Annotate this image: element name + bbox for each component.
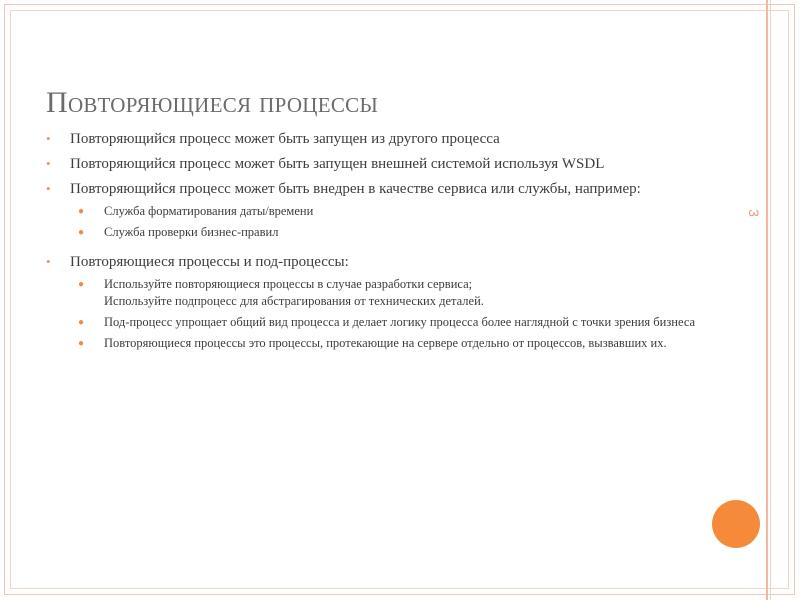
sub-bullet-item [46, 203, 736, 220]
bullet-item [46, 128, 736, 150]
sub-bullet-icon: ● [78, 317, 85, 328]
decorative-vertical-line-thin [770, 0, 771, 600]
bullet-icon: • [46, 131, 51, 146]
slide-title: Повторяющиеся процессы [46, 86, 379, 119]
decorative-vertical-line [766, 0, 768, 600]
bullet-icon: • [46, 181, 51, 196]
sub-bullet-item [46, 314, 736, 331]
sub-bullet-icon: ● [78, 279, 85, 290]
bullet-item [46, 153, 736, 175]
bullet-icon: • [46, 156, 51, 171]
sub-bullet-icon: ● [78, 338, 85, 349]
bullet-icon: • [46, 254, 51, 269]
sub-bullet-item [46, 335, 736, 352]
decorative-orange-circle [712, 500, 760, 548]
bullet-text: Повторяющиеся процессы и под-процессы: [70, 254, 349, 270]
sub-bullet-text: Служба проверки бизнес-правил [104, 225, 279, 239]
bullet-text: Повторяющийся процесс может быть запущен из другого процесса [70, 131, 500, 147]
bullet-item [46, 178, 736, 200]
sub-bullet-text: Служба форматирования даты/времени [104, 204, 314, 218]
bullet-text: Повторяющийся процесс может быть запущен внешней системой используя WSDL [70, 156, 605, 172]
sub-bullet-item [46, 224, 736, 241]
sub-bullet-icon: ● [78, 206, 85, 217]
bullet-list [46, 128, 736, 356]
sub-bullet-text: Используйте повторяющиеся процессы в случае разработки сервиса; Используйте подпроцесс для абстрагирования от технических деталей. [104, 277, 484, 308]
sub-bullet-icon: ● [78, 227, 85, 238]
page-number: 3 [746, 209, 762, 217]
bullet-text: Повторяющийся процесс может быть внедрен в качестве сервиса или службы, например: [70, 181, 641, 197]
sub-bullet-text: Повторяющиеся процессы это процессы, протекающие на сервере отдельно от процессов, вызвавших их. [104, 336, 667, 350]
sub-bullet-text: Под-процесс упрощает общий вид процесса и делает логику процесса более наглядной с точки зрения бизнеса [104, 315, 696, 329]
bullet-item [46, 251, 736, 273]
sub-bullet-item [46, 276, 736, 310]
